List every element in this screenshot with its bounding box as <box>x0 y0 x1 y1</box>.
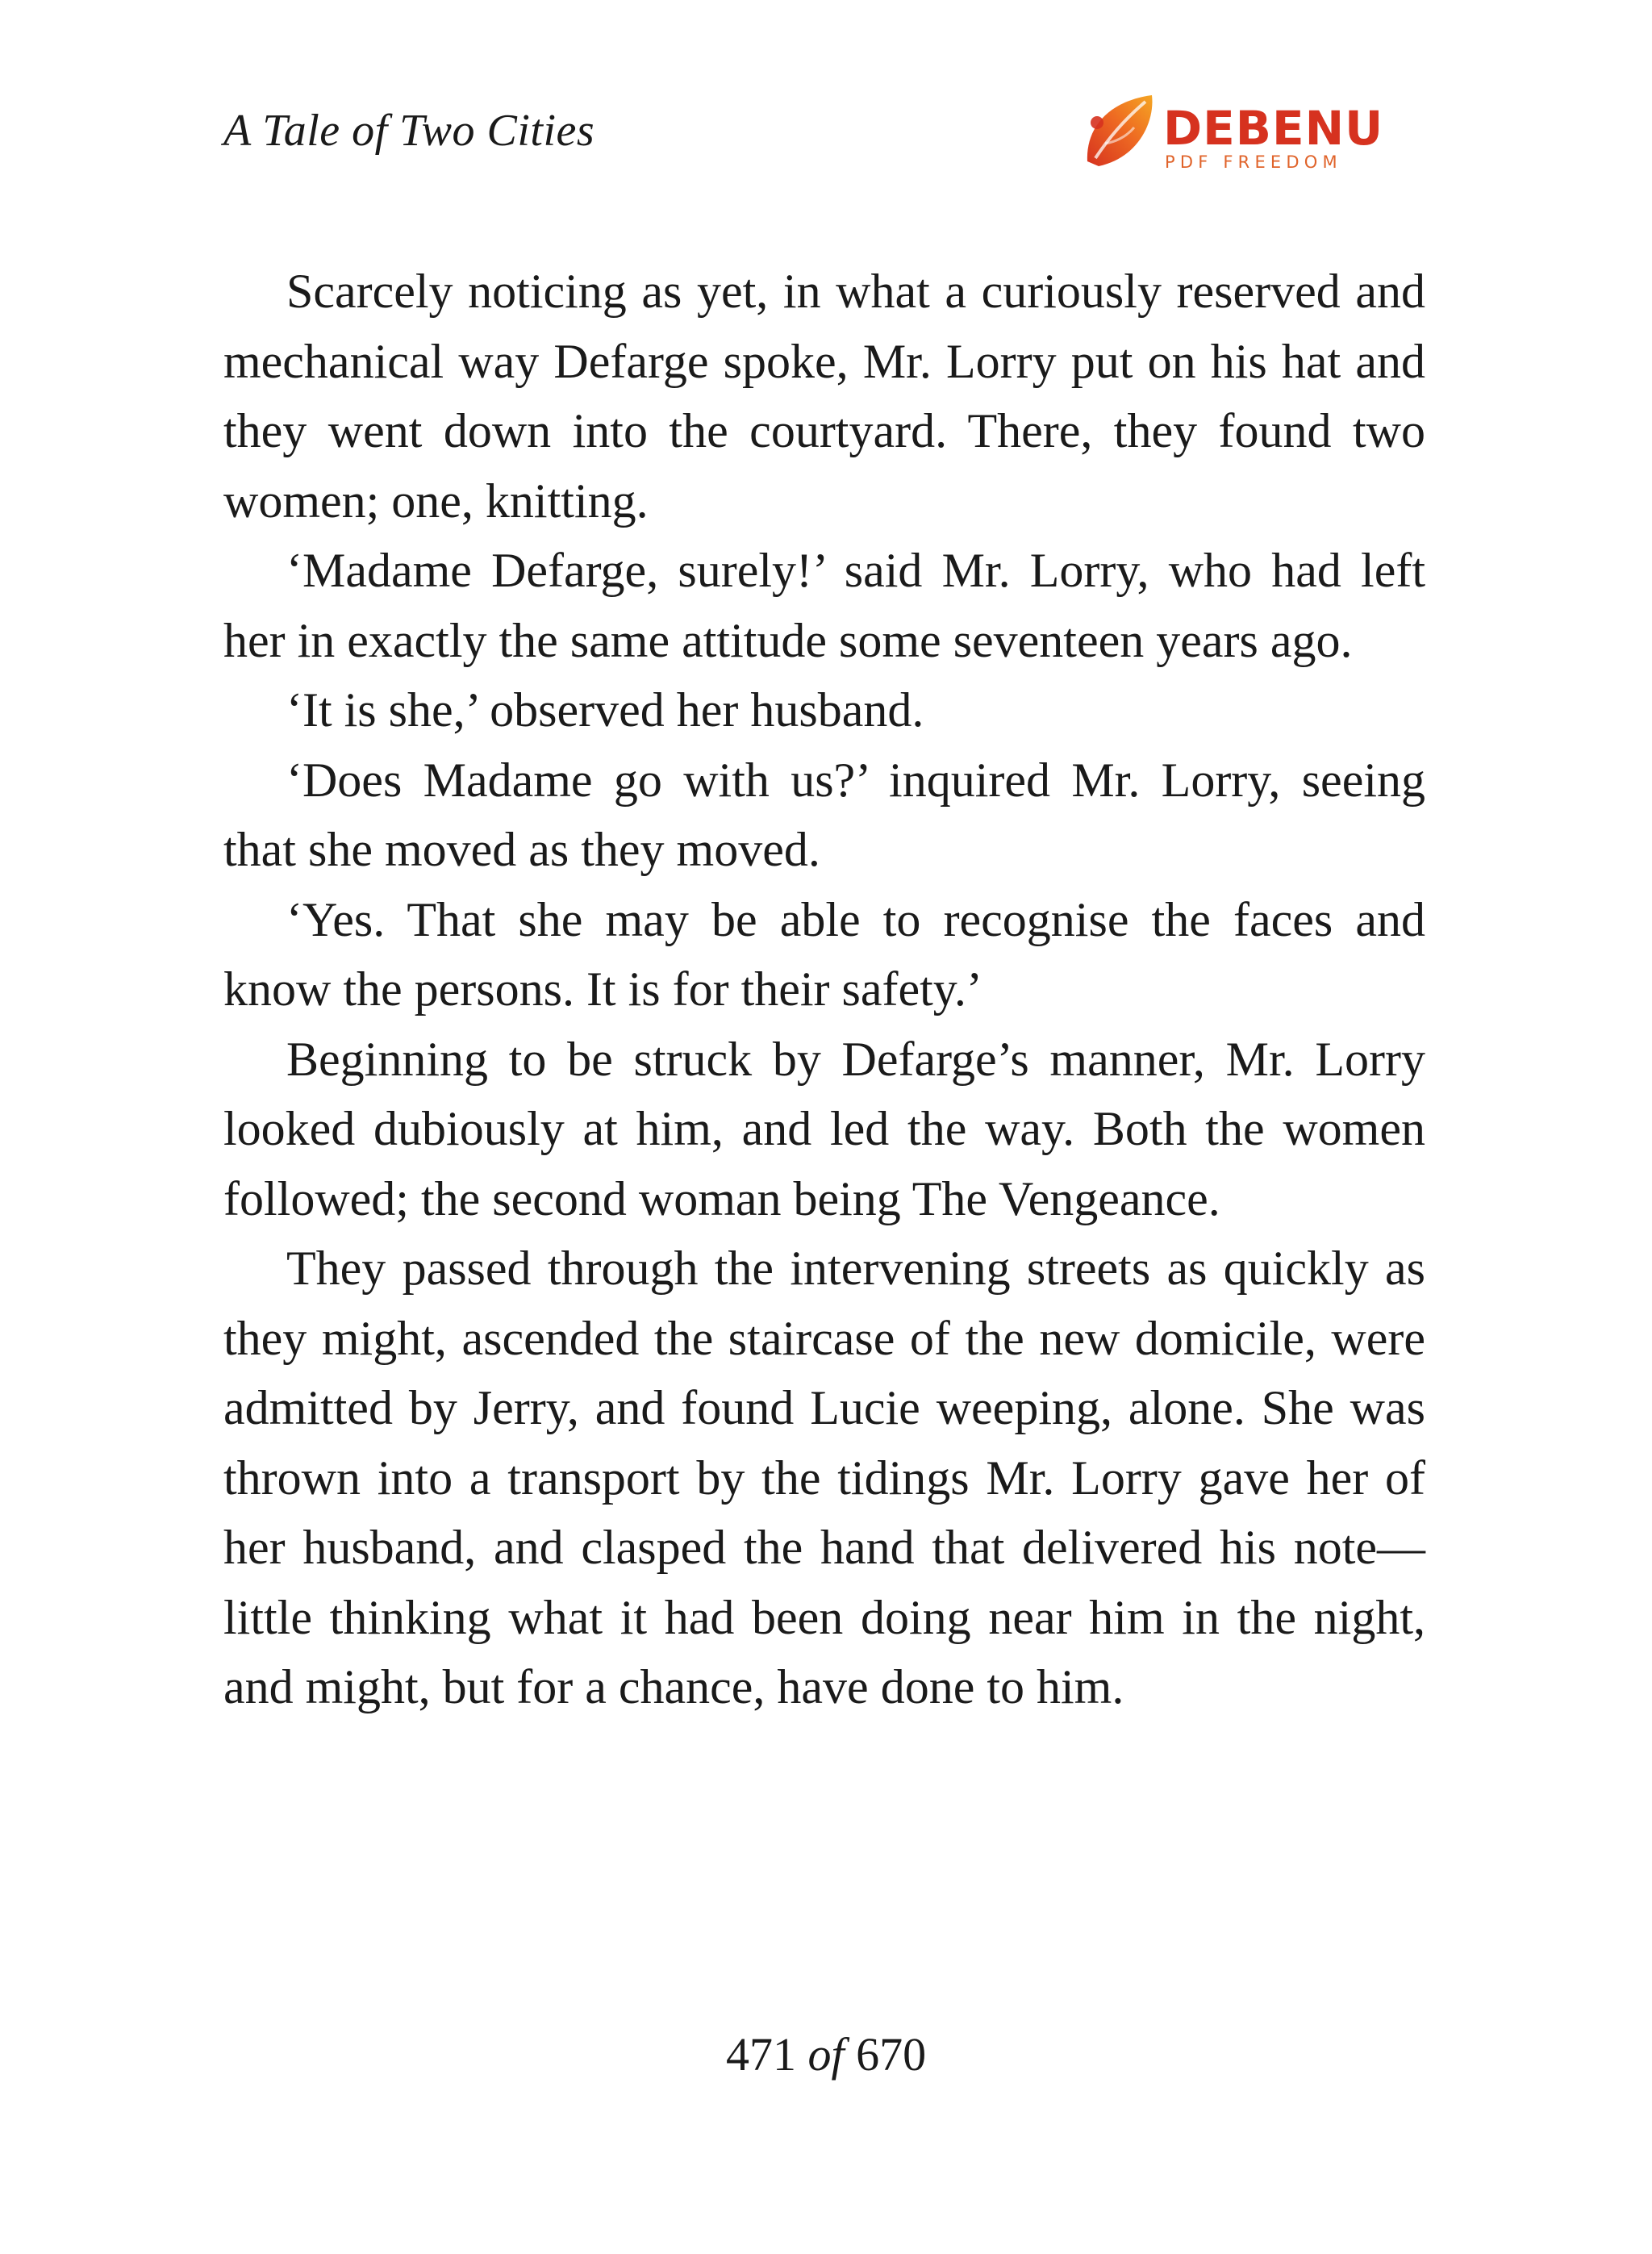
logo-tagline: PDF FREEDOM <box>1165 152 1342 172</box>
flame-leaf-icon <box>1081 90 1162 179</box>
body-text <box>223 257 1425 1722</box>
paragraph: Scarcely noticing as yet, in what a curiously reserved and mechanical way Defarge spoke, Mr. Lorry put on his hat and they went down into the courtyard. There, they found two women; one, knitting. <box>223 265 1425 528</box>
page-number <box>0 2027 1652 2083</box>
page-of-label: of <box>807 2028 845 2081</box>
paragraph: They passed through the intervening streets as quickly as they might, ascended the staircase of the new domicile, were admitted by Jerry, and found Lucie weeping, alone. She was thrown into a transport by the tidings Mr. Lorry gave her of her husband, and clasped the hand that delivered his note—little thinking what it had been doing near him in the night, and might, but for a chance, have done to him. <box>223 1242 1425 1713</box>
total-pages: 670 <box>856 2028 927 2081</box>
current-page: 471 <box>725 2028 796 2081</box>
paragraph: Beginning to be struck by Defarge’s manner, Mr. Lorry looked dubiously at him, and led the way. Both the women followed; the second woman being The Vengeance. <box>223 1032 1425 1225</box>
paragraph: ‘Yes. That she may be able to recognise the faces and know the persons. It is for their safety.’ <box>223 892 1425 1016</box>
paragraph: ‘Does Madame go with us?’ inquired Mr. Lorry, seeing that she moved as they moved. <box>223 753 1425 876</box>
running-title: A Tale of Two Cities <box>223 106 595 156</box>
paragraph: ‘Madame Defarge, surely!’ said Mr. Lorry, who had left her in exactly the same attitude some seventeen years ago. <box>223 544 1425 667</box>
logo-wordmark: DEBENU <box>1163 101 1384 156</box>
paragraph: ‘It is she,’ observed her husband. <box>286 683 924 737</box>
debenu-logo <box>1081 90 1384 179</box>
